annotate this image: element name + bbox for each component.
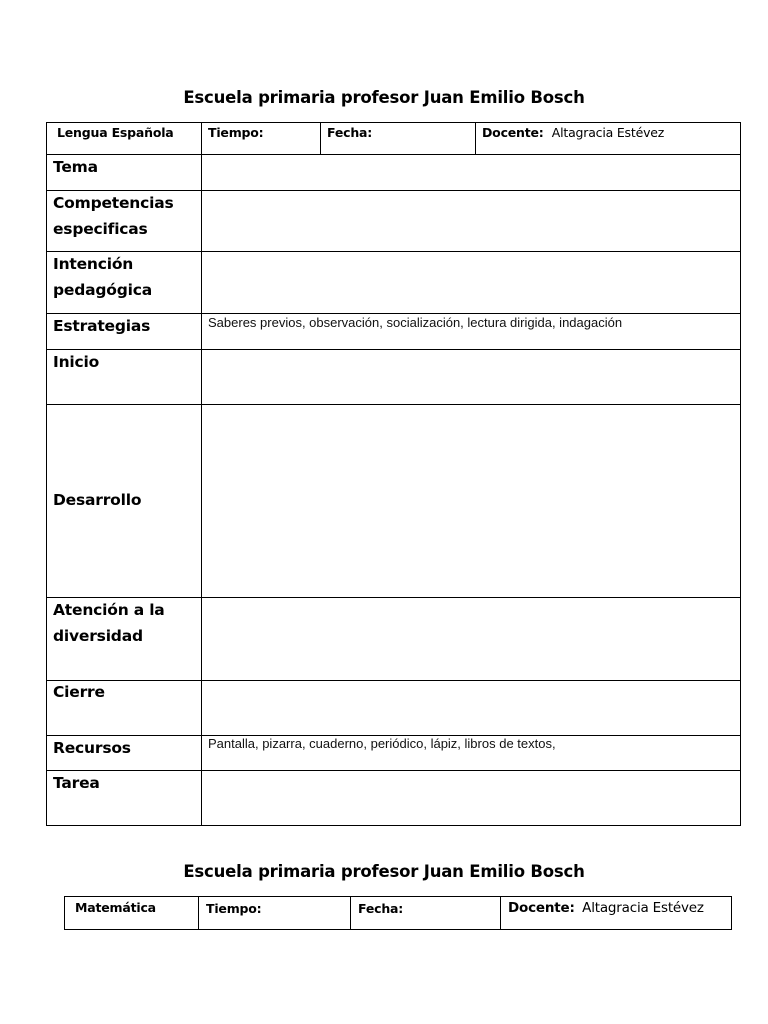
school-title: Escuela primaria profesor Juan Emilio Bosch bbox=[183, 88, 585, 107]
math-teacher-label: Docente: bbox=[508, 900, 575, 916]
row-label-desarrollo: Desarrollo bbox=[53, 491, 142, 509]
row-content-tema[interactable] bbox=[208, 158, 736, 186]
row-label-tarea: Tarea bbox=[53, 774, 100, 792]
row-label-recursos: Recursos bbox=[53, 739, 131, 757]
row-label-estrategias: Estrategias bbox=[53, 317, 151, 335]
row-label-cierre: Cierre bbox=[53, 683, 105, 701]
math-subject-cell bbox=[75, 900, 156, 915]
teacher-label: Docente: bbox=[482, 125, 544, 140]
date-cell bbox=[327, 125, 372, 140]
math-date-cell bbox=[358, 901, 403, 916]
row-label-tema: Tema bbox=[53, 158, 98, 176]
row-label-atencion: Atención a la diversidad bbox=[53, 601, 165, 645]
subject-label: Lengua Española bbox=[57, 125, 174, 140]
math-time-label: Tiempo: bbox=[206, 901, 262, 916]
row-content-inicio[interactable] bbox=[208, 353, 736, 401]
date-label: Fecha: bbox=[327, 125, 373, 140]
row-content-intencion[interactable] bbox=[208, 255, 736, 309]
row-label-competencias: Competencias especificas bbox=[53, 194, 174, 238]
subject-cell bbox=[57, 125, 174, 140]
row-content-estrategias[interactable]: Saberes previos, observación, socialización, lectura dirigida, indagación bbox=[208, 315, 623, 330]
row-content-tarea[interactable] bbox=[208, 774, 736, 822]
row-content-atencion[interactable] bbox=[208, 601, 736, 677]
row-label-inicio: Inicio bbox=[53, 353, 100, 371]
row-content-desarrollo[interactable] bbox=[208, 408, 736, 594]
teacher-cell bbox=[482, 125, 664, 140]
school-title-2: Escuela primaria profesor Juan Emilio Bosch bbox=[183, 862, 585, 881]
row-content-competencias[interactable] bbox=[208, 194, 736, 248]
math-time-cell bbox=[206, 901, 261, 916]
time-cell bbox=[208, 125, 263, 140]
teacher-name: Altagracia Estévez bbox=[551, 125, 665, 140]
math-teacher-name: Altagracia Estévez bbox=[582, 900, 704, 916]
row-content-recursos[interactable]: Pantalla, pizarra, cuaderno, periódico, lápiz, libros de textos, bbox=[208, 736, 556, 751]
math-teacher-cell bbox=[508, 900, 704, 916]
row-content-cierre[interactable] bbox=[208, 684, 736, 732]
math-subject-label: Matemática bbox=[75, 900, 156, 915]
math-date-label: Fecha: bbox=[358, 901, 404, 916]
time-label: Tiempo: bbox=[208, 125, 264, 140]
row-label-intencion: Intención pedagógica bbox=[53, 255, 152, 299]
